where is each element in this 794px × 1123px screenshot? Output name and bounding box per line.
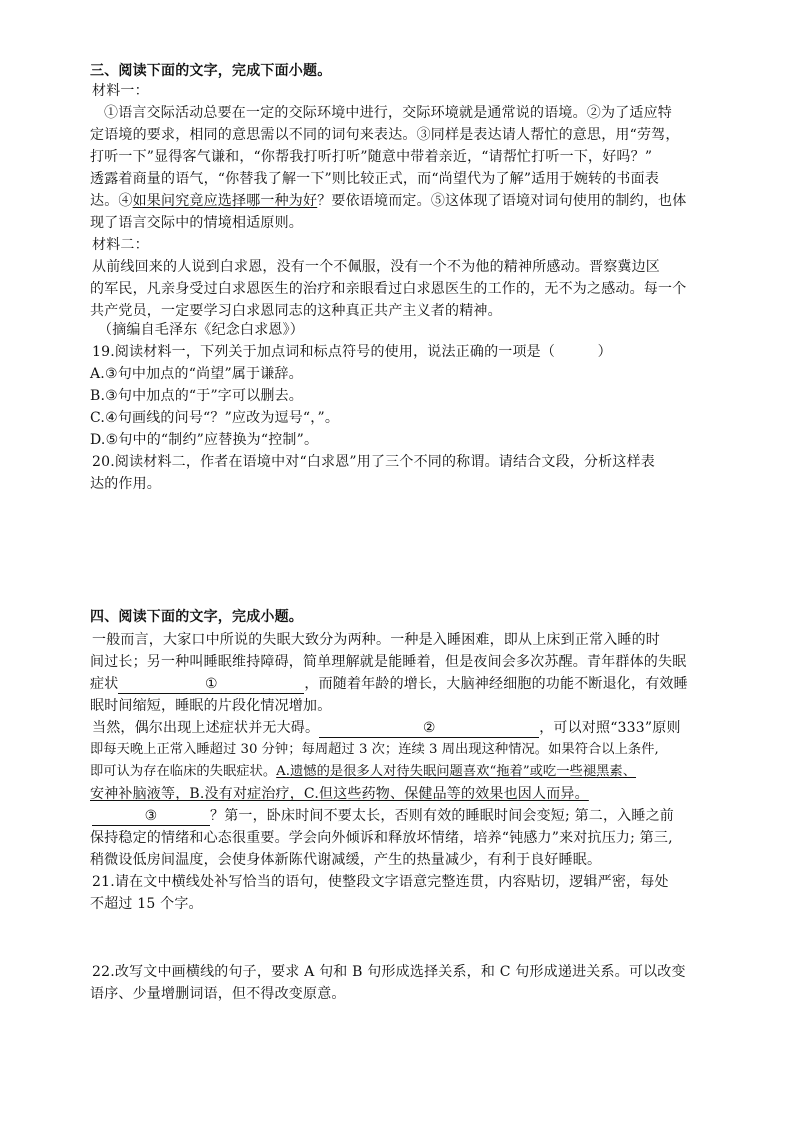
paragraph-2-line — [92, 718, 732, 738]
question-19: 19.阅读材料一，下列关于加点词和标点符号的使用，说法正确的一项是（ ） — [92, 344, 612, 360]
paragraph-3-line: 保持稳定的情绪和心态很重要。学会向外倾诉和释放坏情绪，培养“钝感力”来对抗压力; 第三, — [90, 830, 673, 846]
underlined-sentence-a: A.遗憾的是很多人对待失眠问题喜欢“拖着”或吃一些褪黑素、 — [276, 764, 637, 779]
material-2-label: 材料二： — [92, 237, 149, 253]
paragraph-2-line — [90, 762, 730, 782]
material-1-label: 材料一： — [92, 83, 149, 99]
question-19-option: A.③句中加点的“尚望”属于谦辞。 — [90, 366, 303, 382]
question-19-option: C.④句画线的问号“？”应改为逗号“，”。 — [90, 410, 340, 426]
material-2-line: 共产党员，一定要学习白求恩同志的这种真正共产主义者的精神。 — [90, 303, 502, 319]
material-2-line: 从前线回来的人说到白求恩，没有一个不佩服，没有一个不为他的精神所感动。晋察冀边区 — [92, 259, 660, 275]
question-22: 语序、少量增删词语，但不得改变原意。 — [90, 986, 346, 1002]
section-3-heading: 三、阅读下面的文字，完成下面小题。 — [90, 63, 332, 79]
paragraph-2-text: 即可认为存在临床的失眠症状。 — [90, 764, 277, 779]
paragraph-1-line: 眠时间缩短，睡眠的片段化情况增加。 — [90, 698, 332, 714]
paragraph-2-text: 当然，偶尔出现上述症状并无大碍。 — [92, 720, 320, 736]
underlined-sentence-bc: 安神补脑液等，B.没有对症治疗，C.但这些药物、保健品等的效果也因人而异。 — [90, 786, 589, 802]
question-19-option: D.⑤句中的“制约”应替换为“控制”。 — [90, 432, 319, 448]
material-1-text: 达。④ — [90, 193, 133, 209]
paragraph-3-line — [92, 806, 732, 826]
paragraph-2-line — [90, 784, 730, 804]
paragraph-1-line — [90, 674, 730, 694]
paragraph-1-line: 间过长；另一种叫睡眠维持障碍，简单理解就是能睡着，但是夜间会多次苏醒。青年群体的失眠 — [90, 654, 687, 670]
material-1-text: ？要依语境而定。⑤这体现了语境对词句使用的制约，也体 — [317, 193, 687, 209]
question-20: 达的作用。 — [90, 476, 161, 492]
question-19-option: B.③句中加点的“于”字可以删去。 — [90, 388, 304, 404]
paragraph-1-text: 症状 — [90, 676, 119, 692]
paragraph-2-text: ，可以对照“333”原则 — [539, 720, 681, 736]
question-21: 不超过 15 个字。 — [90, 896, 203, 912]
answer-blank-2[interactable]: ② — [319, 719, 539, 738]
answer-blank-3[interactable]: ③ — [92, 807, 210, 826]
material-1-line: ①语言交际活动总要在一定的交际环境中进行，交际环境就是通常说的语境。②为了适应特 — [104, 105, 672, 121]
question-20: 20.阅读材料二，作者在语境中对“白求恩”用了三个不同的称谓。请结合文段，分析这样表 — [92, 454, 655, 470]
paragraph-3-line: 稍微设低房间温度，会使身体新陈代谢减缓，产生的热量减少，有利于良好睡眠。 — [90, 852, 602, 868]
question-21: 21.请在文中横线处补写恰当的语句，使整段文字语意完整连贯，内容贴切，逻辑严密，每处 — [92, 874, 669, 890]
paragraph-1-text: ，而随着年龄的增长，大脑神经细胞的功能不断退化，有效睡 — [304, 676, 688, 692]
material-2-line: 的军民，凡亲身受过白求恩医生的治疗和亲眼看过白求恩医生的工作的，无不为之感动。每一个 — [90, 281, 687, 297]
material-1-line: 定语境的要求，相同的意思需以不同的词句来表达。③同样是表达请人帮忙的意思，用“劳驾， — [90, 127, 680, 143]
paragraph-3-text: ？第一，卧床时间不要太长，否则有效的睡眠时间会变短; 第二，入睡之前 — [210, 808, 674, 824]
material-1-line: 透露着商量的语气，“你替我了解一下”则比较正式，而“尚望代为了解”适用于婉转的书面表 — [90, 171, 660, 187]
underlined-sentence: 如果问究竟应选择哪一种为好 — [132, 193, 318, 209]
paragraph-1-line: 一般而言，大家口中所说的失眠大致分为两种。一种是入睡困难，即从上床到正常入睡的时 — [92, 632, 660, 648]
source-citation: （摘编自毛泽东《纪念白求恩》） — [98, 322, 304, 338]
material-1-line — [90, 191, 730, 211]
material-1-line: 打听一下”显得客气谦和，“你帮我打听打听”随意中带着亲近，“请帮忙打听一下，好吗？” — [90, 149, 653, 165]
section-4-heading: 四、阅读下面的文字，完成小题。 — [90, 609, 303, 625]
material-1-line: 现了语言交际中的情境相适原则。 — [90, 215, 303, 231]
question-22: 22.改写文中画横线的句子，要求 A 句和 B 句形成选择关系，和 C 句形成递进关系。可以改变 — [92, 964, 686, 980]
answer-blank-1[interactable]: ① — [118, 675, 304, 694]
paragraph-2-line: 即每天晚上正常入睡超过 30 分钟；每周超过 3 次；连续 3 周出现这种情况。如果符合以上条件, — [90, 742, 659, 757]
